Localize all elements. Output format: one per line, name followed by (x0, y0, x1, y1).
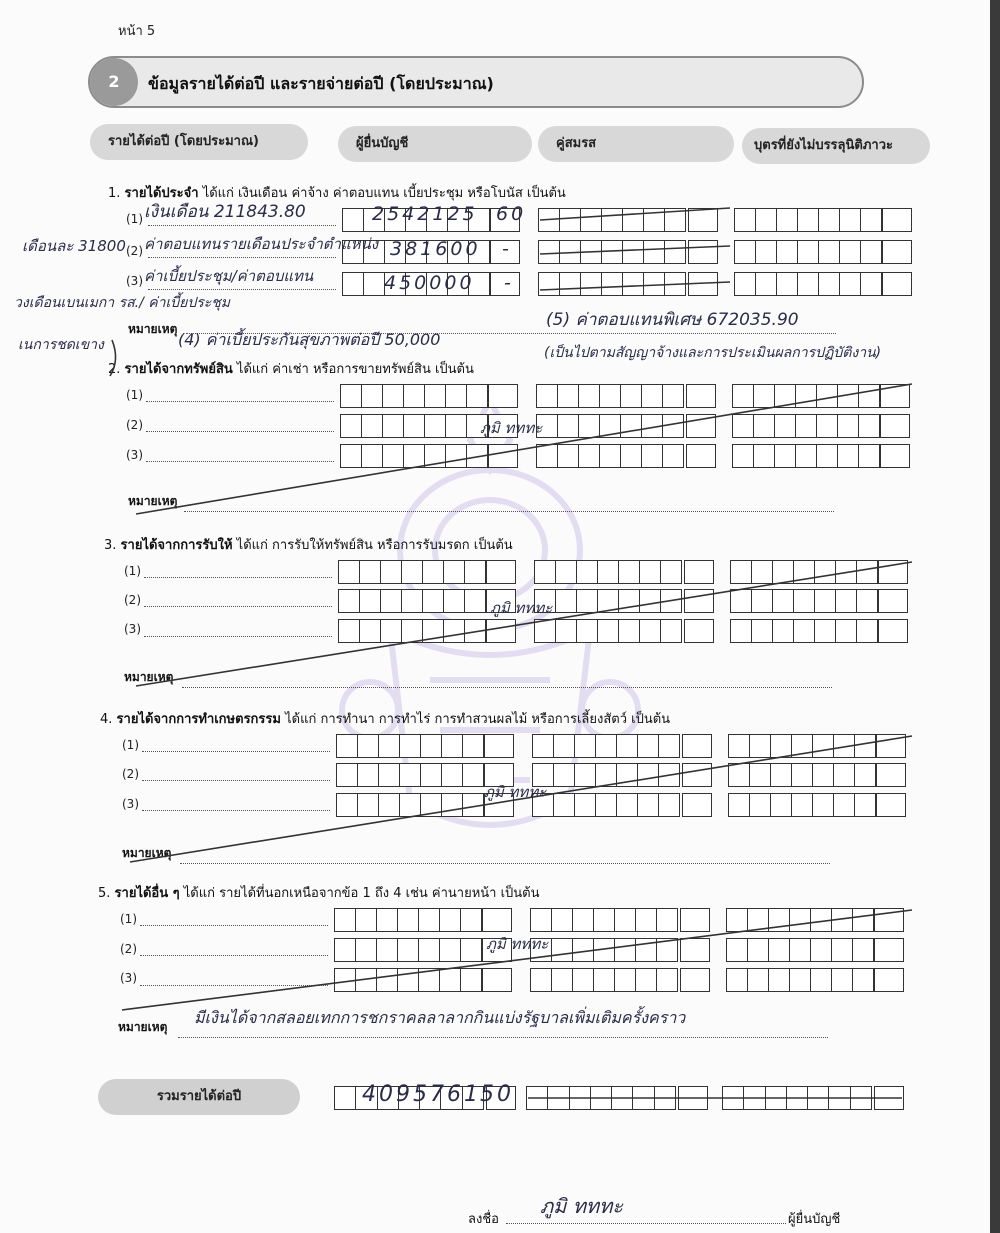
g1-remark-label: หมายเหตุ (128, 322, 178, 336)
column-header-children: บุตรที่ยังไม่บรรลุนิติภาวะ (742, 128, 930, 164)
hw-total: 4095761 (362, 1082, 481, 1107)
g1-row1-label: (1) (126, 212, 143, 226)
group-5-title: 5. รายได้อื่น ๆ ได้แก่ รายได้ที่นอกเหนือจากข้อ 1 ถึง 4 เช่น ค่านายหน้า เป็นต้น (98, 886, 540, 901)
section-number: 2 (90, 58, 138, 106)
strike-group-5 (122, 910, 912, 1010)
group-2-title: 2. รายได้จากทรัพย์สิน ได้แก่ ค่าเช่า หรือการขายทรัพย์สิน เป็นต้น (108, 362, 474, 377)
g3-remark-label: หมายเหตุ (124, 670, 174, 684)
strike-bracket (110, 340, 116, 376)
g2-remark-label: หมายเหตุ (128, 494, 178, 508)
column-header-spouse: คู่สมรส (538, 126, 734, 162)
strike-group-2 (136, 384, 912, 514)
g4-row2-label: (2) (122, 767, 139, 781)
g3-row3-label: (3) (124, 622, 141, 636)
g2-row2-label: (2) (126, 418, 143, 432)
strike-group-4 (130, 736, 912, 862)
hw-initial-g5: ภูมิ ทททะ (486, 935, 549, 953)
group-4-title: 4. รายได้จากการทำเกษตรกรรม ได้แก่ การทำนา การทำไร่ การทำสวนผลไม้ หรือการเลี้ยงสัตว์ เป็นต้น (100, 712, 671, 727)
hw-amount-1-satang: 60 (496, 203, 527, 225)
g3-row1-label: (1) (124, 564, 141, 578)
hw-note-4: (4) ค่าเบี้ยประกันสุขภาพต่อปี 50,000 (178, 330, 441, 349)
hw-note-6: (เป็นไปตามสัญญาจ้างและการประเมินผลการปฏิบัติงาน) (544, 345, 882, 361)
hw-note-5: (5) ค่าตอบแทนพิเศษ 672035.90 (546, 310, 799, 330)
total-income-label: รวมรายได้ต่อปี (98, 1079, 300, 1115)
hw-remark-5: มีเงินได้จากสลอยเทกการชกราคลลาลากกินแบ่งรัฐบาลเพิ่มเติมครั้งคราว (194, 1008, 686, 1027)
g3-row2-label: (2) (124, 593, 141, 607)
column-header-income: รายได้ต่อปี (โดยประมาณ) (90, 124, 308, 160)
hw-initial-g4: ภูมิ ทททะ (484, 783, 547, 801)
g1-row3-label: (3) (126, 274, 143, 288)
hw-left-note-3: เนการชดเขาง (18, 337, 104, 353)
strike-group-3 (136, 562, 912, 686)
g2-row1-label: (1) (126, 388, 143, 402)
hw-initial-g3: ภูมิ ทททะ (490, 599, 553, 617)
g5-row2-label: (2) (120, 942, 137, 956)
g2-row3-label: (3) (126, 448, 143, 462)
group-1-title: 1. รายได้ประจำ ได้แก่ เงินเดือน ค่าจ้าง ค่าตอบแทน เบี้ยประชุม หรือโบนัส เป็นต้น (108, 186, 566, 201)
strike-spouse-r1 (540, 208, 730, 220)
hw-signature: ภูมิ ทททะ (540, 1194, 624, 1218)
hw-g1-row3: ค่าเบี้ยประชุม/ค่าตอบแทน (144, 267, 314, 285)
g4-row1-label: (1) (122, 738, 139, 752)
hw-amount-2: 381600 (390, 238, 481, 260)
page-number: หน้า 5 (118, 24, 156, 39)
g5-remark-label: หมายเหตุ (118, 1020, 168, 1034)
sign-label: ลงชื่อ (468, 1212, 499, 1227)
hw-amount-3-satang: - (504, 272, 514, 294)
g4-row3-label: (3) (122, 797, 139, 811)
hw-initial-g2: ภูมิ ทททะ (480, 419, 543, 437)
g5-row3-label: (3) (120, 971, 137, 985)
g4-remark-label: หมายเหตุ (122, 846, 172, 860)
section-title: ข้อมูลรายได้ต่อปี และรายจ่ายต่อปี (โดยประมาณ) (148, 74, 494, 93)
strike-spouse-r2 (540, 246, 730, 254)
group-3-title: 3. รายได้จากการรับให้ ได้แก่ การรับให้ทรัพย์สิน หรือการรับมรดก เป็นต้น (104, 538, 513, 553)
strike-spouse-r3 (540, 282, 730, 290)
hw-g1-row2: ค่าตอบแทนรายเดือนประจำตำแหน่ง (144, 235, 379, 253)
hw-left-note-1: เดือนละ 31800 (22, 237, 126, 255)
hw-g1-row1: เงินเดือน 211843.80 (144, 202, 306, 222)
hw-amount-2-satang: - (502, 238, 512, 260)
g1-row2-label: (2) (126, 244, 143, 258)
g5-row1-label: (1) (120, 912, 137, 926)
hw-amount-1: 2542125 (372, 203, 478, 225)
hw-total-satang: 50 (480, 1082, 514, 1107)
hw-amount-3: 450000 (384, 272, 475, 294)
signer-label: ผู้ยื่นบัญชี (788, 1212, 841, 1227)
column-header-declarant: ผู้ยื่นบัญชี (338, 126, 532, 162)
hw-left-note-2: วงเดือนเบนเมกา รส./ ค่าเบี้ยประชุม (14, 295, 231, 311)
